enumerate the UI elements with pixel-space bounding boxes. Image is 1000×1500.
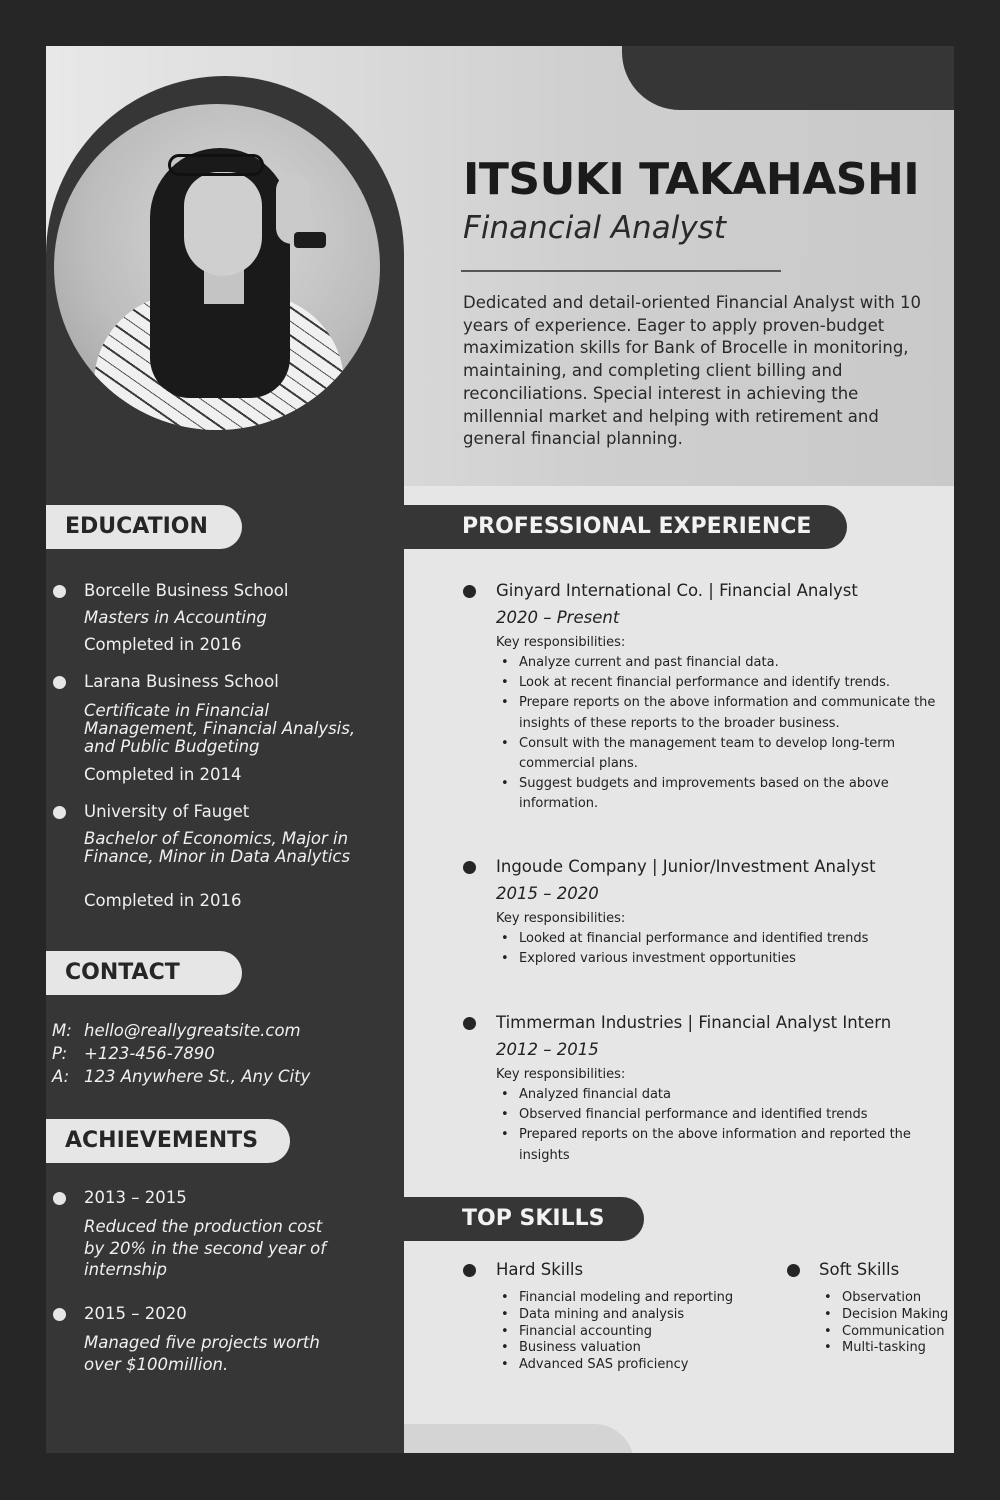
education-degree: Bachelor of Economics, Major in Finance, Minor in Data Analytics bbox=[84, 829, 351, 866]
decorative-shape bbox=[622, 46, 954, 110]
education-completed: Completed in 2016 bbox=[84, 635, 242, 654]
bullet bbox=[53, 806, 66, 819]
contact-heading: CONTACT bbox=[46, 951, 242, 995]
list-item: • Consult with the management team to develop long-term commercial plans. bbox=[496, 734, 940, 774]
profile-summary: Dedicated and detail-oriented Financial Analyst with 10 years of experience. Eager to apply proven-budget maximization skills for Bank of Brocelle in monitoring, maintaining, and completing client billing and reconciliations. Special interest in achieving the millennial market and helping with retirement and general financial planning. bbox=[463, 293, 922, 449]
education-degree: Certificate in Financial Management, Financial Analysis, and Public Budgeting bbox=[84, 701, 356, 756]
achievement-years: 2013 – 2015 bbox=[84, 1188, 187, 1207]
list-item: • Look at recent financial performance and identify trends. bbox=[496, 673, 940, 693]
list-item: • Financial modeling and reporting bbox=[496, 1290, 733, 1307]
job-title: Timmerman Industries | Financial Analyst Intern bbox=[496, 1013, 892, 1032]
achievement-text: Managed five projects worth over $100million. bbox=[84, 1333, 320, 1374]
list-item: • Analyze current and past financial data. bbox=[496, 653, 940, 673]
bullet bbox=[53, 1192, 66, 1205]
responsibilities-label: Key responsibilities: bbox=[496, 1067, 626, 1082]
decorative-shape bbox=[404, 1424, 634, 1453]
bullet bbox=[463, 1264, 476, 1277]
responsibilities-list bbox=[496, 1085, 940, 1166]
achievement-years: 2015 – 2020 bbox=[84, 1304, 187, 1323]
list-item: • Data mining and analysis bbox=[496, 1307, 733, 1324]
list-item: • Advanced SAS proficiency bbox=[496, 1357, 733, 1374]
experience-heading: PROFESSIONAL EXPERIENCE bbox=[404, 505, 847, 549]
list-item: • Observation bbox=[819, 1290, 948, 1307]
list-item: • Looked at financial performance and identified trends bbox=[496, 929, 940, 949]
job-title: Ingoude Company | Junior/Investment Analyst bbox=[496, 857, 876, 876]
contact-phone: P: +123-456-7890 bbox=[52, 1044, 215, 1063]
list-item: • Prepared reports on the above information and reported the insights bbox=[496, 1125, 940, 1165]
list-item: • Observed financial performance and identified trends bbox=[496, 1105, 940, 1125]
list-item: • Analyzed financial data bbox=[496, 1085, 940, 1105]
responsibilities-label: Key responsibilities: bbox=[496, 635, 626, 650]
hard-skills-title: Hard Skills bbox=[496, 1260, 584, 1279]
resume-page bbox=[46, 46, 954, 1453]
responsibilities-label: Key responsibilities: bbox=[496, 911, 626, 926]
job-dates: 2012 – 2015 bbox=[496, 1040, 599, 1059]
bullet bbox=[53, 676, 66, 689]
contact-address: A: 123 Anywhere St., Any City bbox=[52, 1067, 311, 1086]
education-heading: EDUCATION bbox=[46, 505, 242, 549]
job-dates: 2020 – Present bbox=[496, 608, 620, 627]
divider bbox=[461, 270, 781, 272]
education-school: Larana Business School bbox=[84, 672, 279, 691]
achievement-text: Reduced the production cost by 20% in the second year of internship bbox=[84, 1217, 327, 1279]
achievements-heading: ACHIEVEMENTS bbox=[46, 1119, 290, 1163]
education-completed: Completed in 2016 bbox=[84, 891, 242, 910]
bullet bbox=[787, 1264, 800, 1277]
list-item: • Decision Making bbox=[819, 1307, 948, 1324]
list-item: • Suggest budgets and improvements based on the above information. bbox=[496, 774, 940, 814]
bullet bbox=[463, 1017, 476, 1030]
list-item: • Prepare reports on the above information and communicate the insights of these reports to the broader business. bbox=[496, 693, 940, 733]
list-item: • Explored various investment opportunities bbox=[496, 949, 940, 969]
education-school: Borcelle Business School bbox=[84, 581, 289, 600]
responsibilities-list bbox=[496, 929, 940, 969]
job-dates: 2015 – 2020 bbox=[496, 884, 599, 903]
education-degree: Masters in Accounting bbox=[84, 608, 267, 627]
bullet bbox=[463, 861, 476, 874]
bullet bbox=[463, 585, 476, 598]
education-completed: Completed in 2014 bbox=[84, 765, 242, 784]
list-item: • Business valuation bbox=[496, 1340, 733, 1357]
contact-email: M: hello@reallygreatsite.com bbox=[52, 1021, 301, 1040]
person-name: ITSUKI TAKAHASHI bbox=[463, 154, 920, 205]
list-item: • Multi-tasking bbox=[819, 1340, 948, 1357]
hard-skills-list bbox=[496, 1290, 733, 1374]
soft-skills-title: Soft Skills bbox=[819, 1260, 900, 1279]
list-item: • Financial accounting bbox=[496, 1324, 733, 1341]
skills-heading: TOP SKILLS bbox=[404, 1197, 644, 1241]
responsibilities-list bbox=[496, 653, 940, 815]
profile-photo bbox=[54, 104, 380, 430]
bullet bbox=[53, 1308, 66, 1321]
bullet bbox=[53, 585, 66, 598]
list-item: • Communication bbox=[819, 1324, 948, 1341]
education-school: University of Fauget bbox=[84, 802, 250, 821]
job-role: Financial Analyst bbox=[463, 210, 726, 246]
job-title: Ginyard International Co. | Financial Analyst bbox=[496, 581, 858, 600]
soft-skills-list bbox=[819, 1290, 948, 1357]
